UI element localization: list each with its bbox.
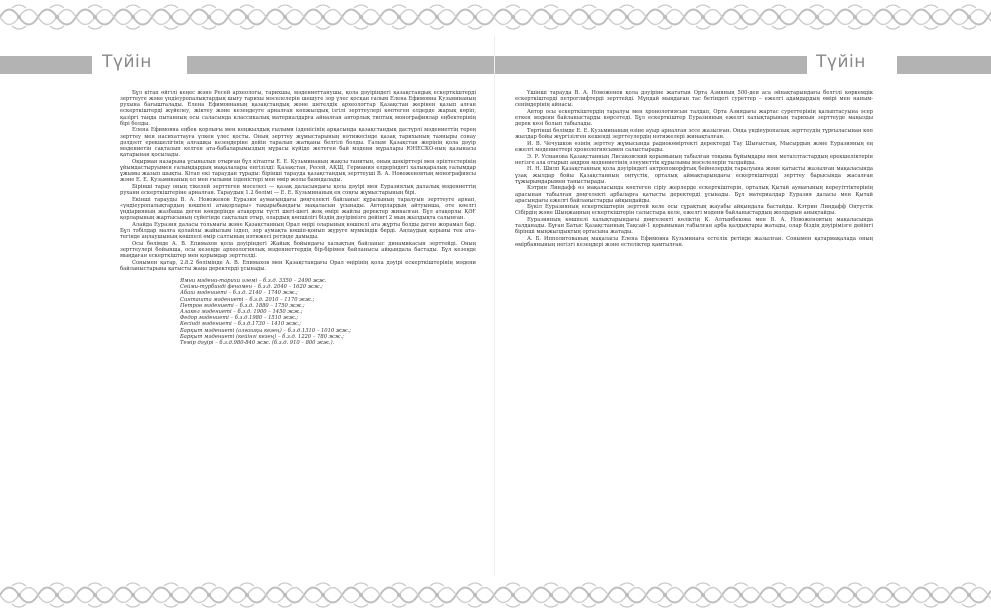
chronology-item: Абаш мәдениеті – б.з.д. 2140 – 1740 жж.; <box>180 290 298 297</box>
header-bar-left <box>0 56 92 74</box>
paragraph: Төртінші бөлімде Е. Е. Кузьминаның өзіне ауыр арналған эссе жазылған. Онда үндіеуропалық зерттеудің тұрғыласынан көп жылдар бойы жүргізілген кешенді зерттеулердің нәтижелері жинақталған. <box>515 127 873 141</box>
chronology-item: Синташта мәдениеті – б.з.д. 2010 – 1170 жж.; <box>180 296 315 303</box>
page-gutter <box>494 36 495 576</box>
chronology-item: Кесінді мәдениеті – б.з.д.1730 – 1410 жж.; <box>180 321 302 328</box>
chronology-item: Алакөл мәдениеті – б.з.д. 1900 – 1450 жж.; <box>180 309 303 316</box>
paragraph: Э. Р. Усманова Қазақстанның Лисаковский қорымының табылған тоқыма бұйымдары мен металлтастардың ерекшеліктерін негізге ала отырып андрон мәдениетінің әлеуметтік құрылымы мәселелерін талдайды. <box>515 153 873 166</box>
paragraph: Осы бөлімде А. В. Епимахов қола дәуіріндегі Жайық бойындағы халықтың байланыс динамикасын зерттейді. Оның зерттеулері бойынша, осы кезеңде археологиялық мәдениеттердің бір-бірімен байланысы айқындала бастады. Бұл кезеңде мыңдаған ескерткіштер мен қорымдар зерттелді. <box>120 240 476 260</box>
right-page-body <box>515 90 873 249</box>
paragraph: Еуразияның көшпелі халықтарындағы дөңгелекті көліктің К. Алтынбекова мен В. А. Новоженовтың мақаласында талданады. Бұған Батыс Қазақстанның Тақсай-1 қорымынан табылған арба қалдықтары жатады, олар біздің дәуірімізге дейінгі бірінші мыңжылдықтың ортасына жатады. <box>515 217 873 236</box>
chronology-list <box>120 278 476 346</box>
header-bar-right <box>897 56 991 74</box>
paragraph: Үшінші тарауда В. А. Новоженов қола дәуіріне жататын Орта Азияның 500-ден аса әйнақтарындағы белгілі көркемдік ескерткіштерді петроглифтерді зерттейді. Мұндай мыңдаған тас бетіндегі суреттер – ежелгі адамдардың өмірі мен наным-сенімдерінің айнасы. <box>515 90 873 109</box>
paragraph: Бірінші тарау оның тікелей зерттеген мәселесі — қазақ даласындағы қола дәуірі мен Еуразиялық далалық мәдениеттің рухани ескерткіштеріне арналған. Тараудың 1.2 бөлімі — Е. Е. Кузьминаның ең соңғы жұмыстарының бірі. <box>120 183 476 196</box>
header-bar-middle <box>187 56 807 74</box>
left-page-body <box>120 90 476 346</box>
paragraph: Бұл кітап өйгілі кеңес және Ресей археологы, тарихшы, мәдениеттанушы, қола дәуіріндегі қазақстандық ескерткіштерді зерттеуге және үндіеуропалықтардың шығу тарихы мәселелерін шешуге зор үлес қосқан ғалым Елена Ефимовна Кузьминаның рухына бағышталады. Елена Ефимовнаның қазақстандық және шетелдік археологтар Қазақстан жерінен қазып алған ескерткіштерді жүйелеу, жіктеу және кезеңдеуге арналған көпжылдық ізгілі зерттеулері көптеген елдерде жарық көріп, қазіргі таңда пытанның осы саласында классикалық материалдарға айналған авторлық типтық монографиялар еңбектерінің бірі болды. <box>120 90 476 127</box>
left-page-title: Түйін <box>96 52 158 72</box>
chronology-item: Барқыт мәдениеті (кейінгі кезең) – б.з.д. 1220 – 780 жж.; <box>180 333 344 340</box>
chronology-item: Барқыт мәдениеті (алғашқы кезең) – б.з.д.1310 – 1010 жж.; <box>180 327 352 334</box>
paragraph: Елена Ефимовна еңбек қорлығы мен кеңжылдық ғылыми ізденісінің арқасында қазақстандық дастүрлі мәдениеттің терең зерттеу мен насихаттауға үлкен үлес қосты. Оның зерттеу жұмыстарының нәтижесінде қазақ тарихының таяныры сонау дәлдәлт ерекшелігінің алғашқы кезеңдеріне дейін таралып жатқаны белгілі болды. Ғалым Қазақстан жерінің қола дәуір мәдениетін сақталып келген ата-бабаларымыздың мұрасы күйіде жетеген бай мәдени мұралары ЮНЕСКО-ның қазынасы қатарынан қосылады. <box>120 127 476 159</box>
paragraph: Бүкіл Еуразияның ескерткіштерін зерттей келе осы сұрақтың жауабы айқындала бастайды. Кэтрин Линдафф Оңтүстік Сібірдің және Шыңжаңның ескерткіштерін салыстыра келе, ежелгі мәдени байланыстардың жолдарын анықтайды. <box>515 204 873 217</box>
paragraph: Сонымен қатар, 2.8.2 бөлімінде А. В. Епимахов мен Қазақстандағы Орал өңірінің қола дәуірі ескерткіштерінің мәдени байланыстарына қатысты жаңа деректерді ұсынады. <box>120 259 476 272</box>
paragraph: Алайда Еуразия даласы тольмағы және Қазақстанның Орал өңірі оларының көшпелі ата жұрты болды деген жорамал бар. Бұл тәбілдар малға қолайлы жайылым іздеп, зор аумақта көшіп-қонып жүруге мүмкіндік берді. Аңлаудың қорыны тек ата-тегінде аңлаушының көшпелі өмір салтының нәтижесі ретінде дамыды. <box>120 221 476 241</box>
paragraph: И. В. Чечушков өзінің зерттеу жұмысында радиокөміртекті деректерді Тау Шығыстың, Мысырдың және Еуразияның ең ежелгі мәдениеттері хронологиясымен салыстырады. <box>515 140 873 153</box>
bottom-ornament-border <box>0 578 991 612</box>
chronology-item: Сейми-турбинді феномен – б.з.д. 2040 – 1620 жж.; <box>180 284 323 291</box>
paragraph: Кэтрин Линдафф өз мақаласында көптеген сіріу жерлерде ескерткіштерін, орталық Қытай аумағының кереуіттіктерінің арасынан табылған дөңгелекті арбаларға қатысты деректерді ұсынады. Бұл материалдар Еуразия даласы мен Қытай арасындағы ежелгі байланыстарды айқындайды. <box>515 185 873 204</box>
right-page-title: Түйін <box>810 52 872 72</box>
chronology-item: Федор мәдениеті – б.з.д.1980 – 1510 жж.; <box>180 315 299 322</box>
paragraph: Автор осы ескерткіштердің таралуы мен хронологиясын талдап, Орта Азиядағы жартас суреттерінің қалыптасуына әсер еткен мәдени байланыстарды көрсетеді. Бұл ескерткіштер Еуразияның ежелгі халықтарының тарихын зерттеуде маңызды дерек көзі болып табылады. <box>515 108 873 128</box>
paragraph: Екінші тарауды В. А. Новоженов Еуразия аумағындағы дөңгелекті байланыс құралының таралуын зерттеуге арнап, «үндіеуропалықтардың көшпелі атақорлары» тақырыбындағы мақаласын ұсынады. Авторлардың айтуынша, оте көелгі үндіарияның жазбаша деген көндерінде атақорлы түсті шегі-шегі жоқ өмірі жайлы деректер жиналған. Бұл атақорлы ҚӘҒ қорларының жартысының сүйегінде сақталып отыр, олардың көпшілігі біздің дәуірімізге дейінгі 2 мың жылдықта салынған. <box>120 196 476 222</box>
paragraph: Н. Н. Шилп Қазақстанның қола дәуіріндегі антропоморфтық бейнелердің таралуына және қатысты жазылған мақаласында ұзақ жылдар бойы Қазақстанның оңтүстік, орталық аймақтарындағы ескерткіштерді зерттеу барысында жасалған тұжырымдарымен таныстырады. <box>515 166 873 185</box>
paragraph: А. Б. Ипполитованың мақаласы Елена Ефимовна Кузьминаға естелік ретінде жазылған. Сонымен қатармақалада оның өмірбаянының негізгі кезеңдері және естеліктер қамтылған. <box>515 236 873 249</box>
chronology-item: Темір дәуірі – б.з.д.980-840 жж. (б.з.д. 910 – 800 жж.). <box>180 340 335 347</box>
paragraph: Оқырман назарына ұсынылып отырған бұл кітапты Е. Е. Кузьминаның жақсы танитын, оның шәкірттері мен әріптестерінің ұйымдастыруымен ғалымдардың мақалалары енгізілді: Қазақстан, Ресей, АҚШ, Германия елдеріндегі халықаралық ғалымдар ұжымы жазып шықты. Кітап екі тараудан тұрады: бірінші тарауда қазақстандық зерттеуші В. А. Новоженовтың монографиясы және Е. Е. Кузьминаның ол мен ғылыми ізденістері мен өмір жолы баяндалады. <box>120 158 476 184</box>
chronology-item: Ямни мәдени-тарихи әлемі – б.з.д. 3350 – 2490 жж. <box>180 278 327 285</box>
top-ornament-border <box>0 0 991 34</box>
chronology-item: Петров мәдениеті – б.з.д. 1880 – 1750 жж.; <box>180 302 305 309</box>
